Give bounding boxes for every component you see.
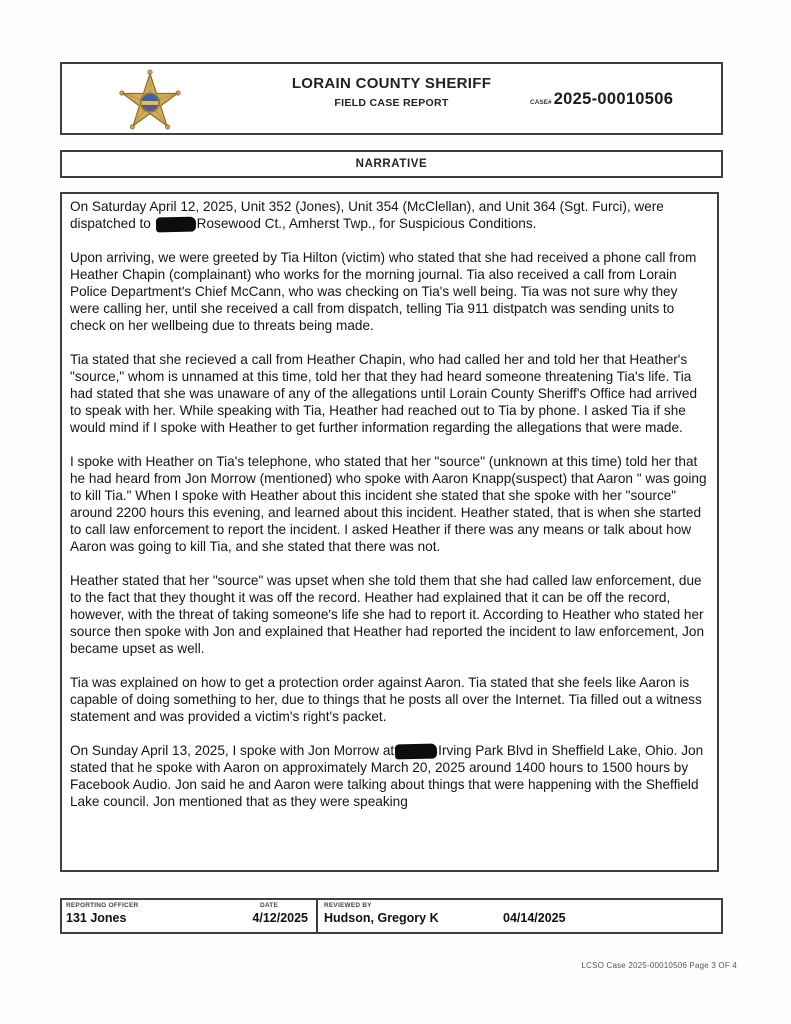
narrative-text: Rosewood Ct., Amherst Twp., for Suspicious Conditions. — [196, 216, 537, 231]
date-label: DATE — [260, 902, 279, 909]
case-number-value: 2025-00010506 — [553, 90, 674, 108]
case-number-group — [530, 90, 673, 109]
narrative-text: Heather stated that her "source" was upset when she told them that she had called law enforcement, due to the fact that they thought it was off the record. Heather had explained that it can be off the record, however, with the threat of taking someone's life she had to report it. According to Heather who stated her source then spoke with Jon and explained that Heather had reported the incident to law enforcement, Jon became upset as well. — [70, 573, 705, 656]
narrative-paragraph — [70, 742, 709, 810]
page-footer-text: LCSO Case 2025-00010506 Page 3 OF 4 — [581, 961, 737, 970]
narrative-text: Upon arriving, we were greeted by Tia Hilton (victim) who stated that she had received a phone call from Heather Chapin (complainant) who works for the morning journal. Tia also received a call from Lorain Police Department's Chief McCann, who was checking on Tia's well being. Tia was not sure why they were calling her, until she received a call from dispatch, telling Tia 911 distpatch was sending units to check on her wellbeing due to threats being made. — [70, 250, 697, 333]
narrative-text: On Sunday April 13, 2025, I spoke with Jon Morrow at — [70, 743, 395, 758]
case-number-label: CASE# — [530, 99, 552, 106]
reviewed-by-cell — [318, 900, 721, 932]
report-date-value: 4/12/2025 — [252, 911, 308, 925]
redaction-mark — [156, 217, 196, 233]
signature-footer — [60, 898, 723, 934]
narrative-paragraph — [70, 198, 709, 232]
narrative-text: On Saturday April 12, 2025, Unit 352 (Jones), Unit 354 (McClellan), and Unit 364 (Sgt. Furci), were dispatched to — [70, 199, 664, 231]
reporting-officer-value: 131 Jones — [66, 911, 127, 925]
narrative-paragraph — [70, 572, 709, 657]
narrative-text: I spoke with Heather on Tia's telephone, who stated that her "source" (unknown at this time) told her that he had heard from Jon Morrow (mentioned) who spoke with Aaron Knapp(suspect) that Aaron " was going to kill Tia." When I spoke with Heather about this incident she stated that she spoke with her "source" around 2200 hours this evening, and learned about this incident. Heather stated, that is when she started to call law enforcement to report the incident. I asked Heather if there was any means or talk about how Aaron was going to kill Tia, and she stated that there was not. — [70, 454, 707, 554]
narrative-text: Tia stated that she recieved a call from Heather Chapin, who had called her and told her that Heather's "source," whom is unnamed at this time, told her that they had heard someone threatening Tia's life. Tia had stated that she was unaware of any of the allegations until Lorain County Sheriff's Office had arrived to speak with her. While speaking with Tia, Heather had reached out to Tia by phone. I asked Tia if she would mind if I spoke with Heather to get further information regarding the allegations that were made. — [70, 352, 698, 435]
narrative-paragraph — [70, 351, 709, 436]
reviewed-by-value: Hudson, Gregory K — [324, 911, 439, 925]
narrative-text: Irving Park Blvd in Sheffield Lake, Ohio. Jon stated that he spoke with Aaron on approximately March 20, 2025 around 1400 hours to 1500 hours by Facebook Audio. Jon said he and Aaron were talking about things that were happening with the Sheffield Lake council. Jon mentioned that as they were speaking — [70, 743, 704, 809]
redaction-mark — [395, 744, 437, 760]
agency-title: LORAIN COUNTY SHERIFF — [291, 75, 492, 92]
narrative-paragraph — [70, 674, 709, 725]
report-type-title: FIELD CASE REPORT — [334, 97, 449, 109]
narrative-paragraph — [70, 453, 709, 555]
narrative-section-header — [60, 150, 723, 178]
reporting-officer-cell — [62, 900, 318, 932]
report-header — [60, 62, 723, 135]
reviewed-by-label: REVIEWED BY — [324, 902, 372, 909]
narrative-section-title: NARRATIVE — [355, 158, 428, 170]
narrative-text: Tia was explained on how to get a protection order against Aaron. Tia stated that she feels like Aaron is capable of doing something to her, due to things that he posts all over the Internet. Tia filled out a witness statement and was provided a victim's right's packet. — [70, 675, 702, 724]
reporting-officer-label: REPORTING OFFICER — [66, 902, 139, 909]
narrative-paragraph — [70, 249, 709, 334]
reviewed-date-value: 04/14/2025 — [503, 911, 566, 925]
narrative-body — [60, 192, 719, 872]
